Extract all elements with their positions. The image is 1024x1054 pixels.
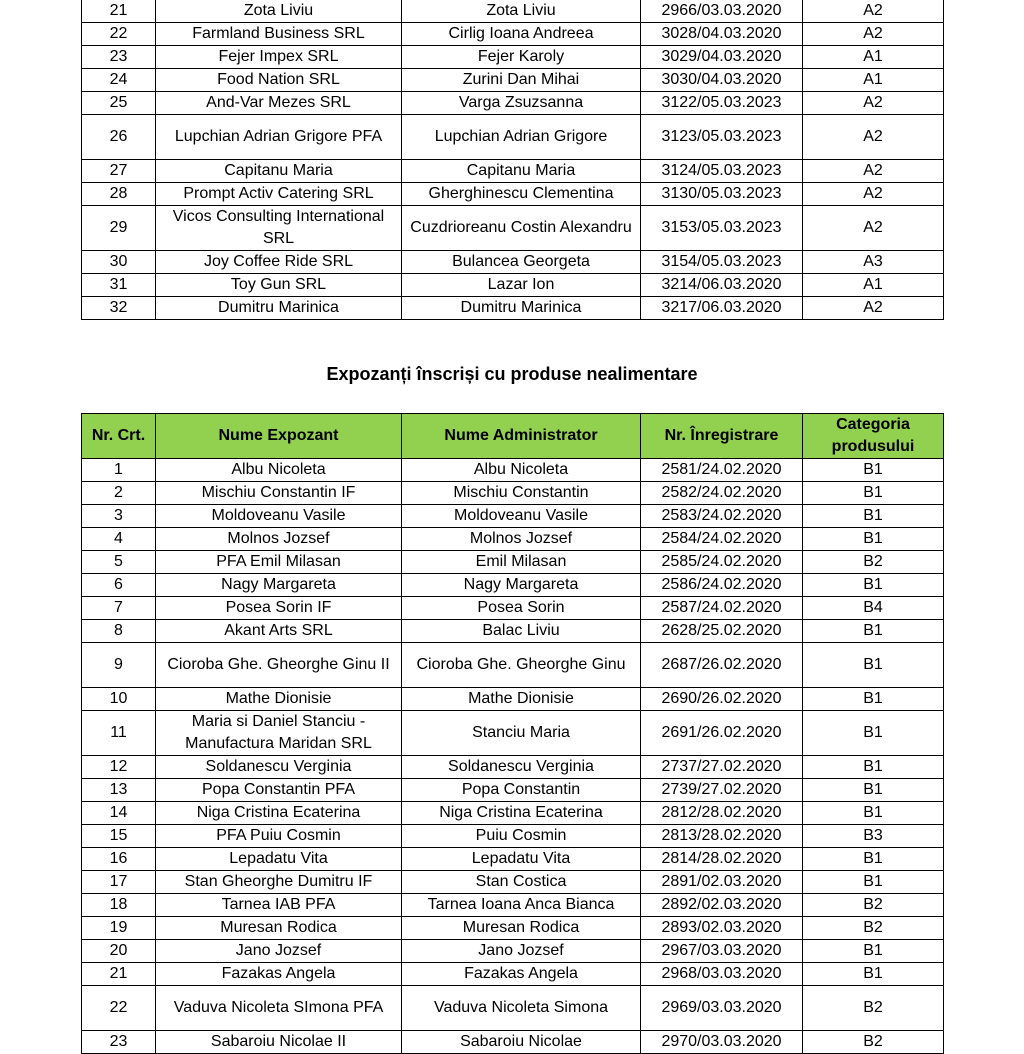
cell-expozant: And-Var Mezes SRL: [156, 92, 402, 115]
header-categoria: Categoria produsului: [803, 414, 944, 459]
cell-administrator: Stanciu Maria: [402, 711, 641, 756]
cell-inregistrare: 3130/05.03.2023: [641, 183, 803, 206]
food-exhibitors-table: [81, 0, 944, 320]
cell-inregistrare: 2687/26.02.2020: [641, 643, 803, 688]
cell-categoria: B1: [803, 871, 944, 894]
table-row: [82, 894, 944, 917]
cell-administrator: Lepadatu Vita: [402, 848, 641, 871]
cell-administrator: Albu Nicoleta: [402, 459, 641, 482]
cell-inregistrare: 3123/05.03.2023: [641, 115, 803, 160]
cell-categoria: B1: [803, 505, 944, 528]
cell-categoria: A2: [803, 92, 944, 115]
cell-expozant: Stan Gheorghe Dumitru IF: [156, 871, 402, 894]
cell-categoria: A3: [803, 251, 944, 274]
cell-inregistrare: 2582/24.02.2020: [641, 482, 803, 505]
cell-expozant: Akant Arts SRL: [156, 620, 402, 643]
table-row: [82, 688, 944, 711]
cell-administrator: Nagy Margareta: [402, 574, 641, 597]
cell-expozant: Lupchian Adrian Grigore PFA: [156, 115, 402, 160]
cell-inregistrare: 2587/24.02.2020: [641, 597, 803, 620]
cell-categoria: B1: [803, 620, 944, 643]
cell-administrator: Zurini Dan Mihai: [402, 69, 641, 92]
cell-nr: 11: [82, 711, 156, 756]
cell-categoria: A1: [803, 46, 944, 69]
cell-administrator: Fazakas Angela: [402, 963, 641, 986]
cell-expozant: Toy Gun SRL: [156, 274, 402, 297]
cell-nr: 26: [82, 115, 156, 160]
cell-expozant: Fejer Impex SRL: [156, 46, 402, 69]
cell-categoria: B1: [803, 940, 944, 963]
table-row: [82, 779, 944, 802]
header-expozant: Nume Expozant: [156, 414, 402, 459]
cell-expozant: Joy Coffee Ride SRL: [156, 251, 402, 274]
cell-administrator: Varga Zsuzsanna: [402, 92, 641, 115]
cell-inregistrare: 2891/02.03.2020: [641, 871, 803, 894]
cell-administrator: Capitanu Maria: [402, 160, 641, 183]
table-row: [82, 297, 944, 320]
cell-nr: 24: [82, 69, 156, 92]
cell-expozant: Cioroba Ghe. Gheorghe Ginu II: [156, 643, 402, 688]
cell-inregistrare: 3122/05.03.2023: [641, 92, 803, 115]
cell-inregistrare: 2813/28.02.2020: [641, 825, 803, 848]
cell-expozant: Soldanescu Verginia: [156, 756, 402, 779]
cell-administrator: Emil Milasan: [402, 551, 641, 574]
cell-nr: 32: [82, 297, 156, 320]
cell-expozant: Molnos Jozsef: [156, 528, 402, 551]
table-row: [82, 69, 944, 92]
cell-nr: 16: [82, 848, 156, 871]
cell-administrator: Bulancea Georgeta: [402, 251, 641, 274]
cell-administrator: Lupchian Adrian Grigore: [402, 115, 641, 160]
cell-expozant: PFA Puiu Cosmin: [156, 825, 402, 848]
cell-administrator: Soldanescu Verginia: [402, 756, 641, 779]
cell-inregistrare: 3217/06.03.2020: [641, 297, 803, 320]
cell-nr: 1: [82, 459, 156, 482]
cell-administrator: Gherghinescu Clementina: [402, 183, 641, 206]
header-inregistrare: Nr. Înregistrare: [641, 414, 803, 459]
table-row: [82, 206, 944, 251]
header-administrator: Nume Administrator: [402, 414, 641, 459]
cell-expozant: Posea Sorin IF: [156, 597, 402, 620]
cell-nr: 19: [82, 917, 156, 940]
cell-categoria: B1: [803, 482, 944, 505]
cell-nr: 28: [82, 183, 156, 206]
cell-inregistrare: 2967/03.03.2020: [641, 940, 803, 963]
cell-inregistrare: 2966/03.03.2020: [641, 0, 803, 23]
cell-inregistrare: 2691/26.02.2020: [641, 711, 803, 756]
cell-nr: 15: [82, 825, 156, 848]
cell-expozant: Niga Cristina Ecaterina: [156, 802, 402, 825]
cell-administrator: Posea Sorin: [402, 597, 641, 620]
table-row: [82, 46, 944, 69]
cell-expozant: Farmland Business SRL: [156, 23, 402, 46]
cell-inregistrare: 3214/06.03.2020: [641, 274, 803, 297]
table-row: [82, 917, 944, 940]
cell-expozant: Sabaroiu Nicolae II: [156, 1031, 402, 1054]
cell-expozant: Mathe Dionisie: [156, 688, 402, 711]
cell-inregistrare: 2581/24.02.2020: [641, 459, 803, 482]
cell-nr: 22: [82, 23, 156, 46]
table-row: [82, 620, 944, 643]
cell-nr: 29: [82, 206, 156, 251]
cell-expozant: Vicos Consulting International SRL: [156, 206, 402, 251]
cell-nr: 23: [82, 1031, 156, 1054]
cell-administrator: Vaduva Nicoleta Simona: [402, 986, 641, 1031]
cell-expozant: Zota Liviu: [156, 0, 402, 23]
cell-expozant: Fazakas Angela: [156, 963, 402, 986]
table-row: [82, 643, 944, 688]
table-row: [82, 505, 944, 528]
table-row: [82, 115, 944, 160]
table-row: [82, 963, 944, 986]
cell-nr: 3: [82, 505, 156, 528]
table-row: [82, 802, 944, 825]
cell-administrator: Lazar Ion: [402, 274, 641, 297]
cell-inregistrare: 2584/24.02.2020: [641, 528, 803, 551]
table-row: [82, 160, 944, 183]
table-row: [82, 251, 944, 274]
cell-expozant: Muresan Rodica: [156, 917, 402, 940]
cell-nr: 5: [82, 551, 156, 574]
cell-inregistrare: 2969/03.03.2020: [641, 986, 803, 1031]
cell-administrator: Jano Jozsef: [402, 940, 641, 963]
cell-categoria: A1: [803, 274, 944, 297]
cell-categoria: A2: [803, 206, 944, 251]
cell-administrator: Puiu Cosmin: [402, 825, 641, 848]
table-row: [82, 574, 944, 597]
cell-expozant: Maria si Daniel Stanciu - Manufactura Maridan SRL: [156, 711, 402, 756]
cell-inregistrare: 2970/03.03.2020: [641, 1031, 803, 1054]
cell-administrator: Niga Cristina Ecaterina: [402, 802, 641, 825]
table-row: [82, 940, 944, 963]
cell-nr: 13: [82, 779, 156, 802]
cell-inregistrare: 3153/05.03.2023: [641, 206, 803, 251]
cell-categoria: A2: [803, 297, 944, 320]
cell-categoria: B2: [803, 1031, 944, 1054]
cell-categoria: B1: [803, 459, 944, 482]
cell-categoria: B1: [803, 528, 944, 551]
cell-inregistrare: 2690/26.02.2020: [641, 688, 803, 711]
cell-nr: 8: [82, 620, 156, 643]
cell-expozant: Capitanu Maria: [156, 160, 402, 183]
cell-expozant: Lepadatu Vita: [156, 848, 402, 871]
table-row: [82, 756, 944, 779]
table-row: [82, 92, 944, 115]
cell-categoria: A1: [803, 69, 944, 92]
cell-administrator: Cirlig Ioana Andreea: [402, 23, 641, 46]
cell-nr: 2: [82, 482, 156, 505]
cell-inregistrare: 3029/04.03.2020: [641, 46, 803, 69]
section-title: Expozanți înscriși cu produse nealimentare: [326, 364, 698, 384]
cell-administrator: Tarnea Ioana Anca Bianca: [402, 894, 641, 917]
cell-categoria: B1: [803, 688, 944, 711]
cell-administrator: Dumitru Marinica: [402, 297, 641, 320]
table-row: [82, 871, 944, 894]
cell-inregistrare: 2737/27.02.2020: [641, 756, 803, 779]
cell-administrator: Cuzdrioreanu Costin Alexandru: [402, 206, 641, 251]
table-row: [82, 848, 944, 871]
cell-administrator: Molnos Jozsef: [402, 528, 641, 551]
cell-categoria: A2: [803, 23, 944, 46]
cell-categoria: B1: [803, 848, 944, 871]
cell-nr: 6: [82, 574, 156, 597]
cell-inregistrare: 3124/05.03.2023: [641, 160, 803, 183]
cell-nr: 7: [82, 597, 156, 620]
cell-inregistrare: 2583/24.02.2020: [641, 505, 803, 528]
cell-inregistrare: 2892/02.03.2020: [641, 894, 803, 917]
cell-expozant: Albu Nicoleta: [156, 459, 402, 482]
table-row: [82, 528, 944, 551]
cell-categoria: B1: [803, 802, 944, 825]
cell-nr: 12: [82, 756, 156, 779]
cell-administrator: Balac Liviu: [402, 620, 641, 643]
cell-nr: 25: [82, 92, 156, 115]
cell-inregistrare: 2628/25.02.2020: [641, 620, 803, 643]
cell-nr: 22: [82, 986, 156, 1031]
table-row: [82, 482, 944, 505]
cell-expozant: PFA Emil Milasan: [156, 551, 402, 574]
cell-expozant: Popa Constantin PFA: [156, 779, 402, 802]
cell-inregistrare: 3028/04.03.2020: [641, 23, 803, 46]
cell-administrator: Zota Liviu: [402, 0, 641, 23]
cell-inregistrare: 3154/05.03.2023: [641, 251, 803, 274]
cell-expozant: Tarnea IAB PFA: [156, 894, 402, 917]
cell-categoria: A2: [803, 0, 944, 23]
cell-inregistrare: 2585/24.02.2020: [641, 551, 803, 574]
cell-inregistrare: 2968/03.03.2020: [641, 963, 803, 986]
cell-inregistrare: 2586/24.02.2020: [641, 574, 803, 597]
cell-administrator: Cioroba Ghe. Gheorghe Ginu: [402, 643, 641, 688]
cell-nr: 4: [82, 528, 156, 551]
cell-inregistrare: 2739/27.02.2020: [641, 779, 803, 802]
cell-administrator: Muresan Rodica: [402, 917, 641, 940]
cell-administrator: Stan Costica: [402, 871, 641, 894]
cell-expozant: Food Nation SRL: [156, 69, 402, 92]
table-row: [82, 459, 944, 482]
table-row: [82, 0, 944, 23]
table-row: [82, 825, 944, 848]
cell-categoria: B4: [803, 597, 944, 620]
cell-categoria: B1: [803, 711, 944, 756]
cell-expozant: Nagy Margareta: [156, 574, 402, 597]
cell-expozant: Vaduva Nicoleta SImona PFA: [156, 986, 402, 1031]
table-row: [82, 23, 944, 46]
cell-inregistrare: 2814/28.02.2020: [641, 848, 803, 871]
cell-inregistrare: 3030/04.03.2020: [641, 69, 803, 92]
cell-nr: 20: [82, 940, 156, 963]
cell-inregistrare: 2893/02.03.2020: [641, 917, 803, 940]
cell-administrator: Mathe Dionisie: [402, 688, 641, 711]
nonfood-exhibitors-table: [81, 413, 944, 1054]
cell-categoria: B1: [803, 756, 944, 779]
cell-nr: 17: [82, 871, 156, 894]
cell-administrator: Moldoveanu Vasile: [402, 505, 641, 528]
cell-categoria: B1: [803, 643, 944, 688]
cell-administrator: Mischiu Constantin: [402, 482, 641, 505]
cell-expozant: Dumitru Marinica: [156, 297, 402, 320]
cell-expozant: Jano Jozsef: [156, 940, 402, 963]
cell-categoria: B1: [803, 574, 944, 597]
table-row: [82, 183, 944, 206]
cell-categoria: B2: [803, 917, 944, 940]
header-nr: Nr. Crt.: [82, 414, 156, 459]
cell-nr: 27: [82, 160, 156, 183]
cell-nr: 10: [82, 688, 156, 711]
table-row: [82, 551, 944, 574]
table-header-row: [82, 414, 944, 459]
table-row: [82, 711, 944, 756]
table-row: [82, 274, 944, 297]
cell-nr: 18: [82, 894, 156, 917]
cell-inregistrare: 2812/28.02.2020: [641, 802, 803, 825]
cell-categoria: B2: [803, 551, 944, 574]
cell-categoria: B2: [803, 986, 944, 1031]
cell-categoria: B3: [803, 825, 944, 848]
cell-nr: 14: [82, 802, 156, 825]
table-row: [82, 597, 944, 620]
cell-categoria: B2: [803, 894, 944, 917]
cell-nr: 21: [82, 0, 156, 23]
cell-nr: 21: [82, 963, 156, 986]
cell-nr: 23: [82, 46, 156, 69]
cell-categoria: A2: [803, 160, 944, 183]
cell-expozant: Prompt Activ Catering SRL: [156, 183, 402, 206]
cell-categoria: B1: [803, 963, 944, 986]
table-row: [82, 1031, 944, 1054]
cell-administrator: Fejer Karoly: [402, 46, 641, 69]
cell-nr: 9: [82, 643, 156, 688]
cell-administrator: Popa Constantin: [402, 779, 641, 802]
cell-nr: 31: [82, 274, 156, 297]
cell-administrator: Sabaroiu Nicolae: [402, 1031, 641, 1054]
cell-categoria: B1: [803, 779, 944, 802]
cell-expozant: Moldoveanu Vasile: [156, 505, 402, 528]
cell-categoria: A2: [803, 183, 944, 206]
cell-expozant: Mischiu Constantin IF: [156, 482, 402, 505]
cell-categoria: A2: [803, 115, 944, 160]
cell-nr: 30: [82, 251, 156, 274]
